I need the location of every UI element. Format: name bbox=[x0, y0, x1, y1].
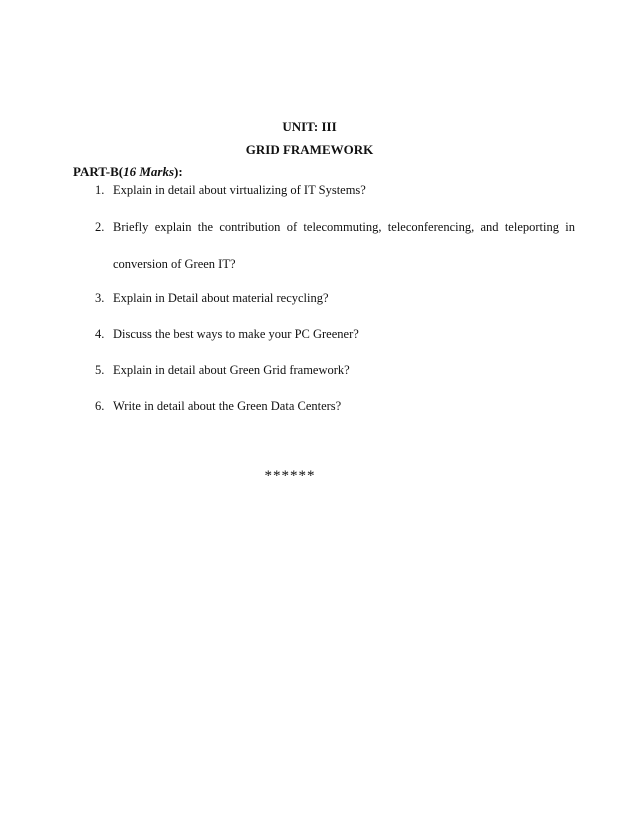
section-title: GRID FRAMEWORK bbox=[245, 142, 374, 157]
question-item bbox=[95, 209, 575, 283]
question-number: 3. bbox=[95, 291, 105, 305]
question-number: 6. bbox=[95, 399, 105, 413]
end-mark: ****** bbox=[264, 468, 316, 484]
unit-title: UNIT: III bbox=[282, 119, 337, 134]
question-text: Discuss the best ways to make your PC Greener? bbox=[113, 327, 359, 341]
part-label: PART-B( bbox=[73, 164, 124, 179]
question-item bbox=[95, 352, 575, 389]
question-item bbox=[95, 316, 575, 353]
question-number: 4. bbox=[95, 327, 105, 341]
question-text: Write in detail about the Green Data Centers? bbox=[113, 399, 342, 413]
question-number: 2. bbox=[95, 220, 105, 234]
part-suffix: ): bbox=[174, 164, 183, 179]
part-marks: 16 Marks bbox=[123, 164, 175, 179]
question-text: Briefly explain the contribution of telecommuting, teleconferencing, and teleporting in conversion of Green IT? bbox=[113, 220, 575, 271]
question-text: Explain in Detail about material recycling? bbox=[113, 291, 329, 305]
question-item bbox=[95, 388, 575, 425]
question-item bbox=[95, 172, 575, 209]
question-number: 1. bbox=[95, 183, 105, 197]
question-item bbox=[95, 280, 575, 317]
question-number: 5. bbox=[95, 363, 105, 377]
question-text: Explain in detail about virtualizing of IT Systems? bbox=[113, 183, 366, 197]
question-text: Explain in detail about Green Grid framework? bbox=[113, 363, 350, 377]
